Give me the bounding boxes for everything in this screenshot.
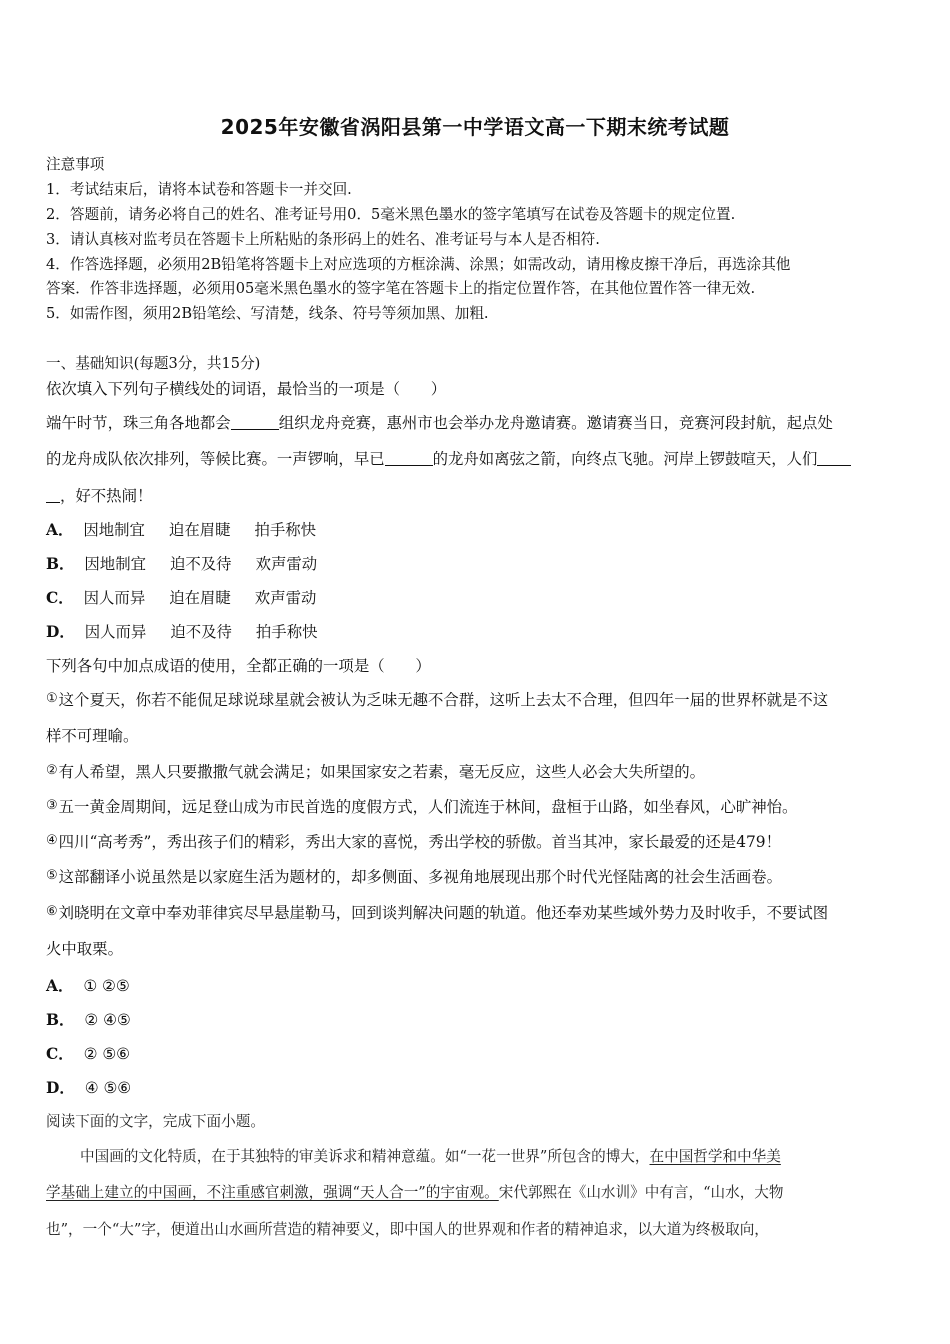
q2-sentence-4 xyxy=(46,830,781,852)
option-word: 因人而异 xyxy=(84,623,147,641)
q1-blank-3a xyxy=(817,450,851,466)
circle-number: ① xyxy=(46,691,58,706)
option-label: A． xyxy=(46,521,74,539)
q1-text-2a: 的龙舟成队依次排列，等候比赛。一声锣响，早已 xyxy=(46,450,385,468)
option-word: 因地制宜 xyxy=(83,521,145,539)
q1-text-1b: 组织龙舟竞赛，惠州市也会举办龙舟邀请赛。邀请赛当日，竞赛河段封航，起点处 xyxy=(278,414,833,432)
circle-number: ② xyxy=(46,763,58,778)
reading-line-1 xyxy=(80,1145,781,1166)
notice-item-2: 2．答题前，请务必将自己的姓名、准考证号用0．5毫米黑色墨水的签字笔填写在试卷及答题卡的规定位置. xyxy=(46,206,736,223)
option-word: 拍手称快 xyxy=(254,521,317,539)
reading-intro: 阅读下面的文字，完成下面小题。 xyxy=(46,1113,265,1130)
notice-item-4: 4．作答选择题，必须用2B铅笔将答题卡上对应选项的方框涂满、涂黑；如需改动，请用橡皮擦干净后，再选涂其他 xyxy=(46,256,791,273)
notice-item-3: 3．请认真核对监考员在答题卡上所粘贴的条形码上的姓名、准考证号与本人是否相符. xyxy=(46,231,600,248)
circle-number: ⑥ xyxy=(46,904,58,919)
q2-text: 这部翻译小说虽然是以家庭生活为题材的，却多侧面、多视角地展现出那个时代光怪陆离的社会生活画卷。 xyxy=(58,868,783,886)
circle-number: ⑤ xyxy=(46,868,58,883)
option-label: D． xyxy=(46,1079,75,1097)
q2-text: 有人希望，黑人只要撒撒气就会满足；如果国家安之若素，毫无反应，这些人必会大失所望的。 xyxy=(58,763,706,781)
page-title: 2025年安徽省涡阳县第一中学语文高一下期末统考试题 xyxy=(220,115,730,139)
q1-prompt: 依次填入下列句子横线处的词语，最恰当的一项是（ ） xyxy=(46,380,447,398)
q2-sentence-1-cont: 样不可理喻。 xyxy=(46,727,139,745)
q1-option-b[interactable] xyxy=(46,552,341,574)
option-label: A． xyxy=(46,977,74,995)
q1-blank-2 xyxy=(385,450,433,466)
notice-item-5: 5．如需作图，须用2B铅笔绘、写清楚，线条、符号等须加黑、加粗. xyxy=(46,305,489,322)
q1-passage-line-3 xyxy=(46,484,152,506)
q1-option-d[interactable] xyxy=(46,620,341,642)
circle-number: ④ xyxy=(46,833,58,848)
notice-item-4-cont: 答案．作答非选择题，必须用05毫米黑色墨水的签字笔在答题卡上的指定位置作答，在其他位置作答一律无效. xyxy=(46,280,756,297)
q2-prompt: 下列各句中加点成语的使用，全都正确的一项是（ ） xyxy=(46,657,431,675)
q2-option-c[interactable] xyxy=(46,1042,130,1064)
option-label: B． xyxy=(46,1011,75,1029)
q1-text-3: ，好不热闹！ xyxy=(60,487,153,505)
option-value: ② ⑤⑥ xyxy=(83,1045,130,1063)
reading-text: 宋代郭熙在《山水训》中有言，“山水，大物 xyxy=(498,1184,784,1201)
option-word: 欢声雷动 xyxy=(255,555,318,573)
option-word: 因人而异 xyxy=(83,589,146,607)
option-word: 迫在眉睫 xyxy=(169,589,231,607)
option-word: 拍手称快 xyxy=(255,623,318,641)
reading-line-2 xyxy=(46,1181,784,1202)
circle-number: ③ xyxy=(46,798,58,813)
q1-option-a[interactable] xyxy=(46,518,340,540)
option-label: C． xyxy=(46,1045,74,1063)
option-word: 因地制宜 xyxy=(84,555,146,573)
option-label: B． xyxy=(46,555,75,573)
q2-text: 刘晓明在文章中奉劝菲律宾尽早悬崖勒马，回到谈判解决问题的轨道。他还奉劝某些域外势力及时收手，不要试图 xyxy=(58,904,829,922)
q1-passage-line-2 xyxy=(46,447,851,469)
option-word: 迫在眉睫 xyxy=(168,521,231,539)
option-value: ④ ⑤⑥ xyxy=(84,1079,132,1097)
q1-passage-line-1 xyxy=(46,411,833,433)
q1-text-1a: 端午时节，珠三角各地都会 xyxy=(46,414,231,432)
section-heading: 一、基础知识(每题3分，共15分) xyxy=(46,355,261,372)
reading-underlined-text: 学基础上建立的中国画，不注重感官刺激，强调“天人合一”的宇宙观。 xyxy=(46,1184,499,1201)
q2-sentence-6-cont: 火中取栗。 xyxy=(46,940,123,958)
option-label: D． xyxy=(46,623,75,641)
q1-option-c[interactable] xyxy=(46,586,340,608)
option-word: 欢声雷动 xyxy=(254,589,317,607)
notice-item-1: 1．考试结束后，请将本试卷和答题卡一并交回. xyxy=(46,181,352,198)
reading-line-3: 也”，一个“大”字，便道出山水画所营造的精神要义，即中国人的世界观和作者的精神追求，以大道为终极取向， xyxy=(46,1221,769,1238)
q2-sentence-1 xyxy=(46,688,828,710)
q2-sentence-6 xyxy=(46,901,828,923)
q2-sentence-2 xyxy=(46,760,705,782)
reading-text: 中国画的文化特质，在于其独特的审美诉求和精神意蕴。如“一花一世界”所包含的博大， xyxy=(80,1148,650,1165)
q2-option-d[interactable] xyxy=(46,1076,131,1098)
option-word: 迫不及待 xyxy=(170,623,232,641)
option-value: ② ④⑤ xyxy=(84,1011,131,1029)
q2-option-b[interactable] xyxy=(46,1008,131,1030)
q2-text: 四川“高考秀”，秀出孩子们的精彩，秀出大家的喜悦，秀出学校的骄傲。首当其冲，家长最爱的还是479！ xyxy=(58,833,781,851)
reading-underlined-text: 在中国哲学和中华美 xyxy=(649,1148,781,1165)
q1-blank-3b xyxy=(46,487,60,503)
q2-sentence-3 xyxy=(46,795,797,817)
q1-text-2b: 的龙舟如离弦之箭，向终点飞驰。河岸上锣鼓喧天，人们 xyxy=(432,450,818,468)
option-value: ① ②⑤ xyxy=(83,977,130,995)
q1-blank-1 xyxy=(231,414,279,430)
q2-text: 这个夏天，你若不能侃足球说球星就会被认为乏味无趣不合群，这听上去太不合理，但四年一届的世界杯就是不这 xyxy=(58,691,829,709)
q2-sentence-5 xyxy=(46,865,782,887)
option-label: C． xyxy=(46,589,74,607)
q2-text: 五一黄金周期间，远足登山成为市民首选的度假方式，人们流连于林间，盘桓于山路，如坐春风，心旷神怡。 xyxy=(58,798,798,816)
notice-heading: 注意事项 xyxy=(46,156,105,173)
option-word: 迫不及待 xyxy=(169,555,232,573)
q2-option-a[interactable] xyxy=(46,974,130,996)
